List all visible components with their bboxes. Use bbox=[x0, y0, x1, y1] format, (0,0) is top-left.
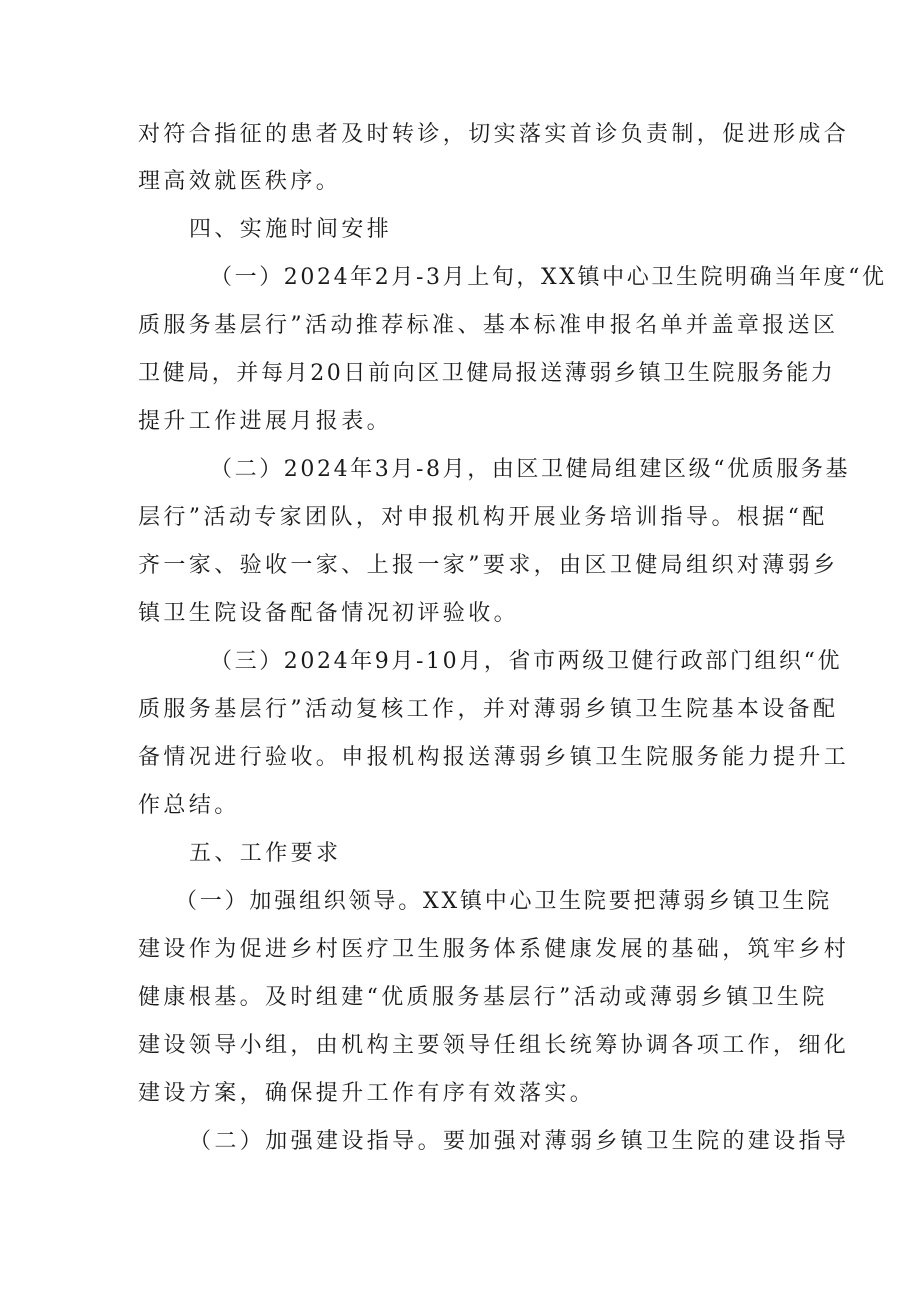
section-heading: 五、工作要求 bbox=[189, 841, 342, 866]
body-text-line: 作总结。 bbox=[138, 793, 240, 818]
body-text-line: 建设作为促进乡村医疗卫生服务体系健康发展的基础，筑牢乡村 bbox=[138, 937, 850, 962]
body-text-line: 建设方案，确保提升工作有序有效落实。 bbox=[138, 1081, 596, 1106]
body-text-line: 理高效就医秩序。 bbox=[138, 169, 342, 194]
section-heading: 四、实施时间安排 bbox=[189, 217, 393, 242]
body-text-line: （一）2024年2月-3月上旬，XX镇中心卫生院明确当年度“优 bbox=[210, 265, 887, 290]
body-text-line: 质服务基层行”活动推荐标准、基本标准申报名单并盖章报送区 bbox=[138, 313, 839, 338]
body-text-line: 卫健局，并每月20日前向区卫健局报送薄弱乡镇卫生院服务能力 bbox=[138, 361, 836, 386]
body-text-line: 健康根基。及时组建“优质服务基层行”活动或薄弱乡镇卫生院 bbox=[138, 985, 828, 1010]
body-text-line: 对符合指征的患者及时转诊，切实落实首诊负责制，促进形成合 bbox=[138, 122, 850, 147]
body-text-line: （一）加强组织领导。XX镇中心卫生院要把薄弱乡镇卫生院 bbox=[175, 889, 832, 914]
body-text-line: 备情况进行验收。申报机构报送薄弱乡镇卫生院服务能力提升工 bbox=[138, 745, 850, 770]
body-text-line: （二）加强建设指导。要加强对薄弱乡镇卫生院的建设指导 bbox=[189, 1129, 850, 1154]
body-text-line: 层行”活动专家团队，对申报机构开展业务培训指导。根据“配 bbox=[138, 505, 828, 530]
body-text-line: 质服务基层行”活动复核工作，并对薄弱乡镇卫生院基本设备配 bbox=[138, 697, 839, 722]
body-text-line: 提升工作进展月报表。 bbox=[138, 409, 393, 434]
body-text-line: （二）2024年3月-8月，由区卫健局组建区级“优质服务基 bbox=[210, 457, 851, 482]
body-text-line: 建设领导小组，由机构主要领导任组长统筹协调各项工作，细化 bbox=[138, 1033, 850, 1058]
body-text-line: 镇卫生院设备配备情况初评验收。 bbox=[138, 601, 520, 626]
body-text-line: （三）2024年9月-10月，省市两级卫健行政部门组织“优 bbox=[210, 649, 843, 674]
body-text-line: 齐一家、验收一家、上报一家”要求，由区卫健局组织对薄弱乡 bbox=[138, 553, 839, 578]
